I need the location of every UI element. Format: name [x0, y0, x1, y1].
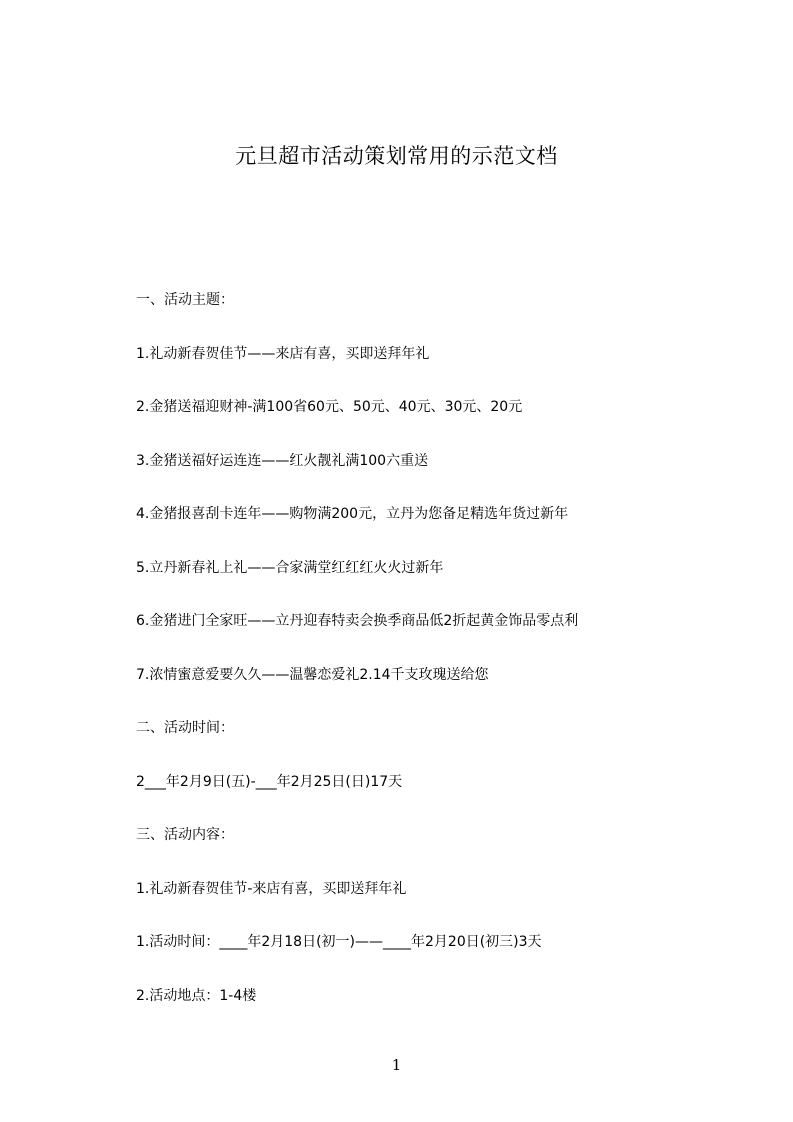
body-line: 7.浓情蜜意爱要久久——温馨恋爱礼2.14千支玫瑰送给您	[136, 666, 489, 683]
body-line: 1.礼动新春贺佳节-来店有喜，买即送拜年礼	[136, 880, 407, 897]
section-heading: 一、活动主题：	[136, 292, 234, 308]
body-line: 4.金猪报喜刮卡连年——购物满200元，立丹为您备足精选年货过新年	[136, 506, 569, 522]
section-heading: 二、活动时间：	[136, 720, 234, 736]
body-line: 2.金猪送福迎财神-满100省60元、50元、40元、30元、20元	[136, 399, 523, 415]
body-line: 5.立丹新春礼上礼——合家满堂红红红火火过新年	[136, 559, 444, 576]
document-title: 元旦超市活动策划常用的示范文档	[235, 144, 558, 168]
body-line: 1.礼动新春贺佳节——来店有喜，买即送拜年礼	[136, 345, 430, 362]
body-line: 2___年2月9日(五)-___年2月25日(日)17天	[136, 773, 403, 790]
body-line: 2.活动地点：1-4楼	[136, 987, 257, 1004]
document-body	[136, 287, 696, 1036]
body-line: 1.活动时间：____年2月18日(初一)——____年2月20日(初三)3天	[136, 934, 542, 950]
section-heading: 三、活动内容：	[136, 827, 234, 843]
body-line: 3.金猪送福好运连连——红火靓礼满100六重送	[136, 452, 429, 469]
page-number: 1	[391, 1056, 402, 1074]
body-line: 6.金猪进门全家旺——立丹迎春特卖会换季商品低2折起黄金饰品零点利	[136, 613, 579, 629]
